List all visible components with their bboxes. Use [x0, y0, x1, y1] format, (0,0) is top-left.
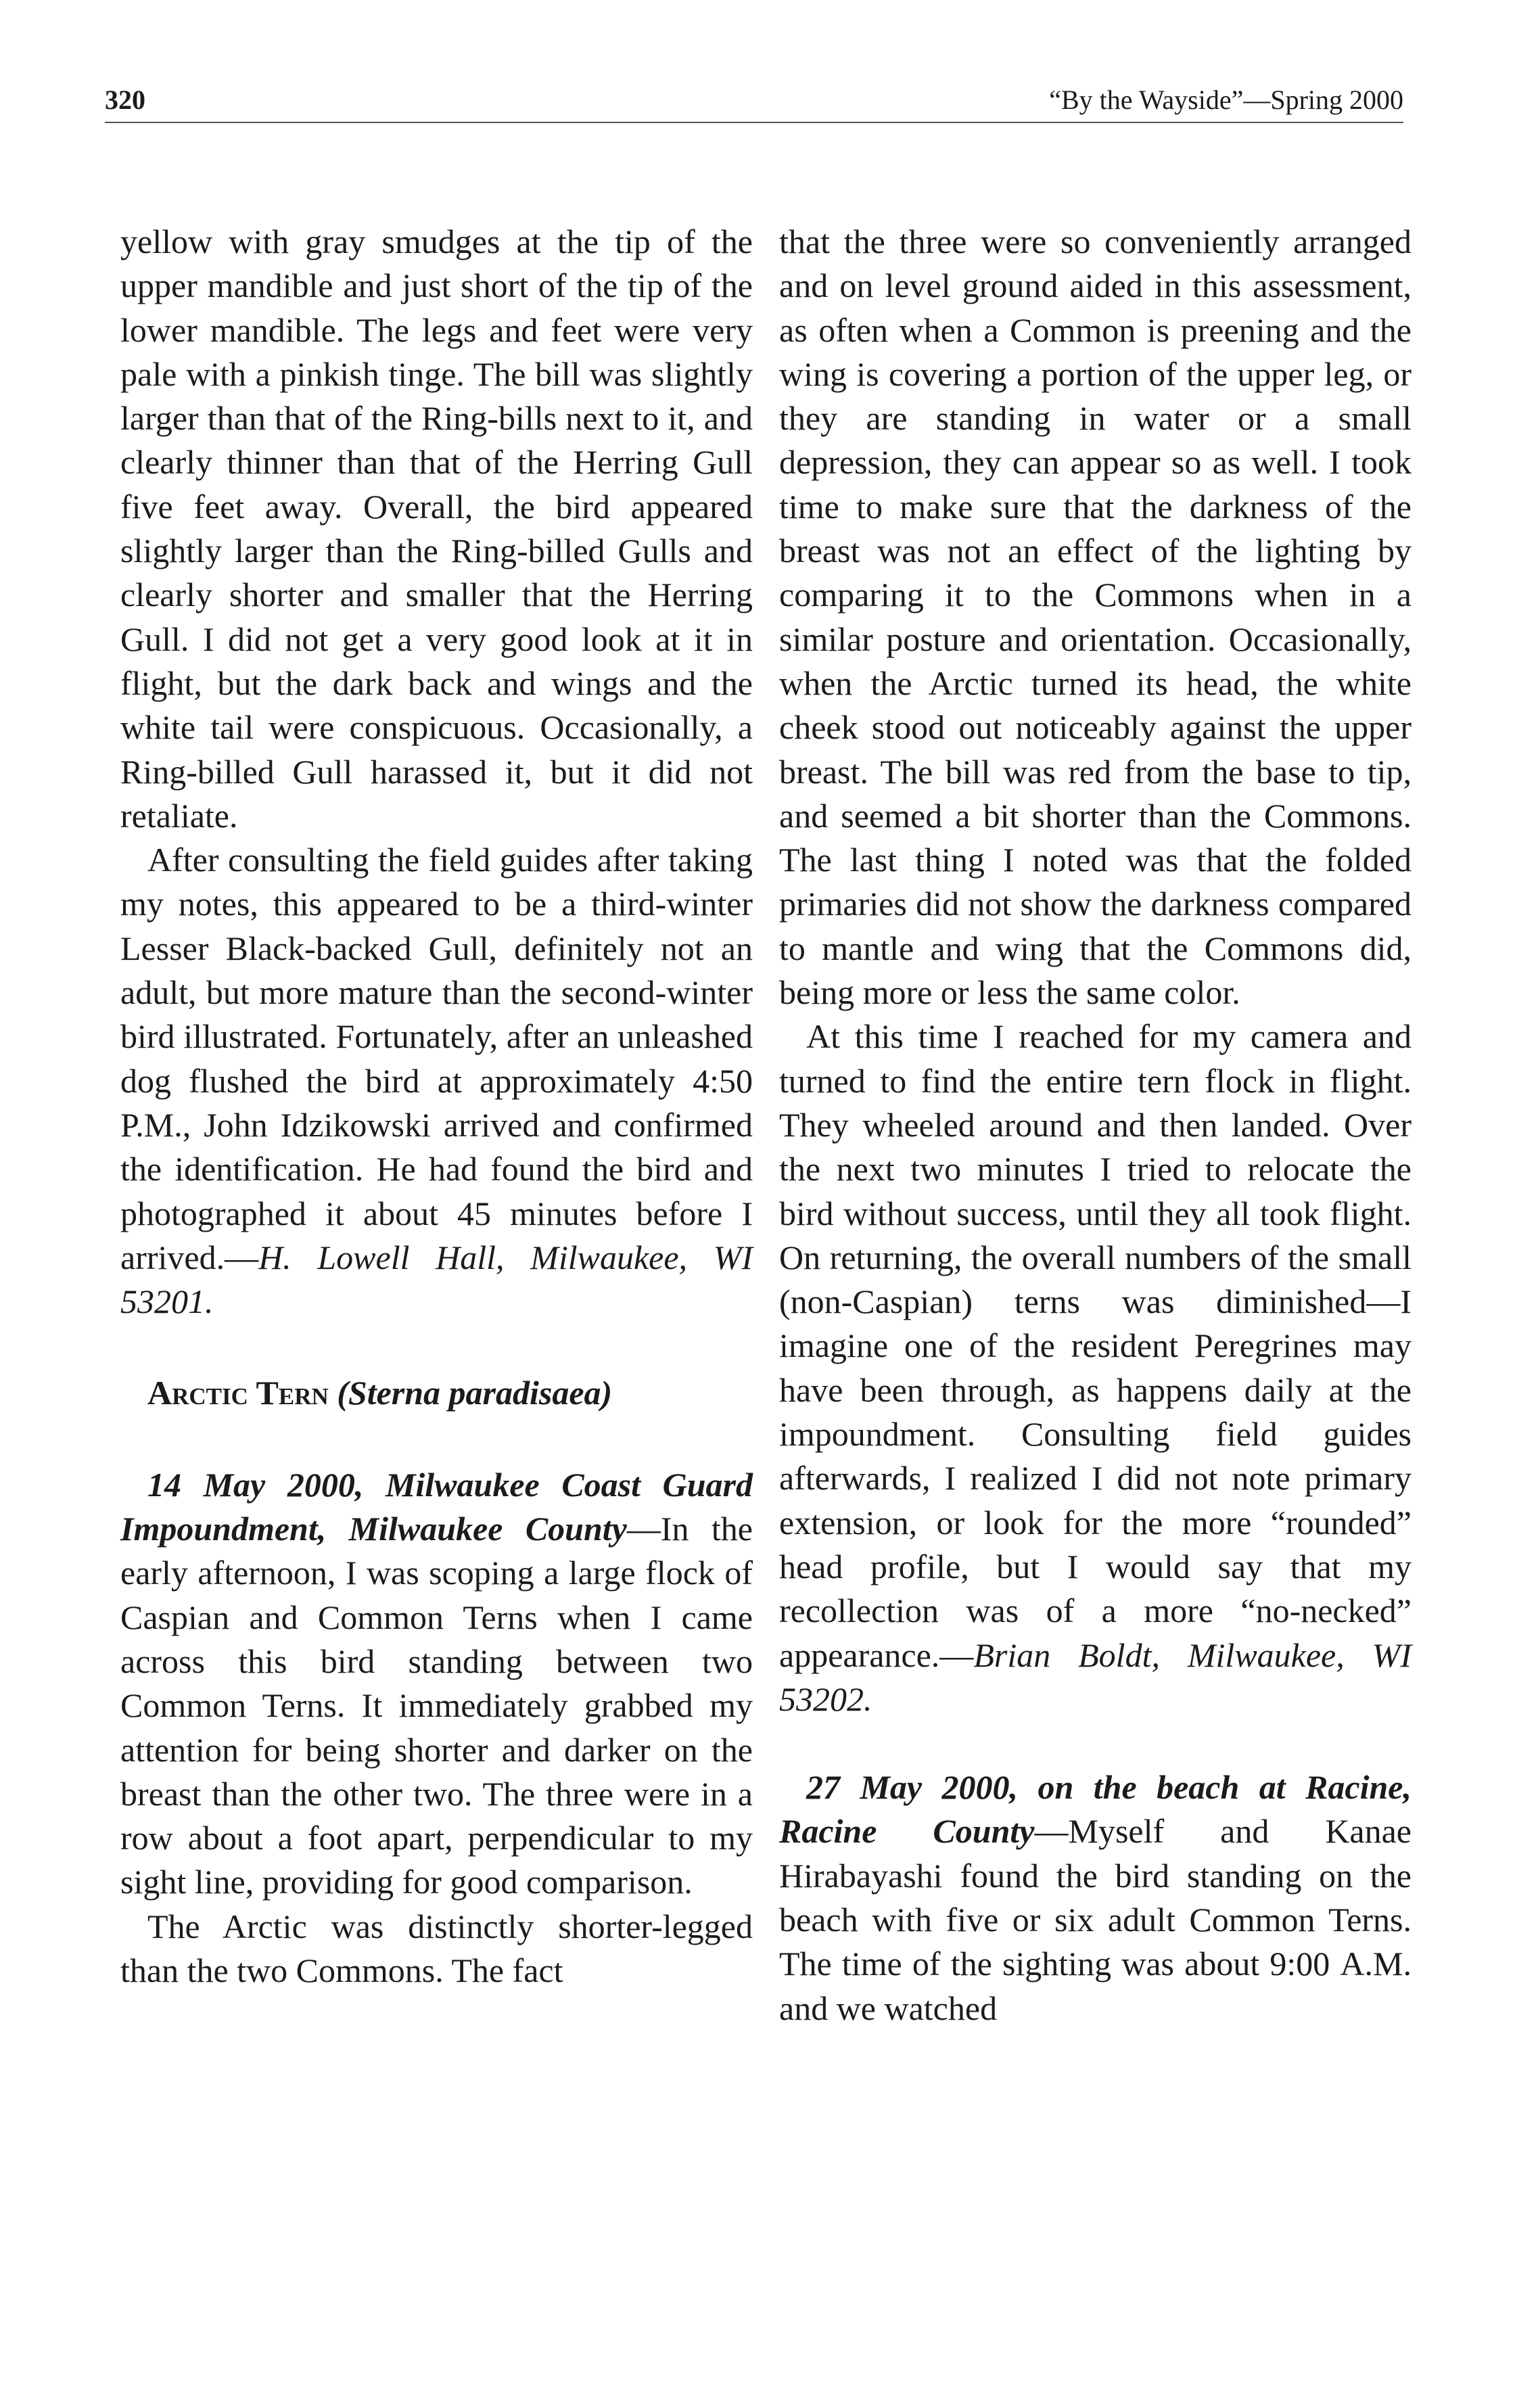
left-column: [120, 220, 753, 1993]
paragraph: [120, 838, 753, 1324]
paragraph-text: —Myself and Kanae Hirabayashi found the bird standing on the beach with five or six adult Common Terns. The time of the sighting was about 9:00: [779, 1812, 1412, 1983]
paragraph-text: , John Idzikowski arrived and confirmed the identification. He had found the bird and photographed it about 45 minutes before I arrived.—: [120, 1105, 753, 1276]
species-heading: [120, 1371, 753, 1415]
header-rule: [105, 122, 1403, 123]
paragraph: [779, 220, 1412, 1015]
time-suffix: P.M.: [120, 1105, 183, 1144]
observer-signature: H. Lowell Hall, Milwaukee, WI 53201.: [120, 1238, 753, 1321]
observer-signature: Brian Boldt, Milwaukee, WI 53202.: [779, 1636, 1412, 1718]
paragraph-text: At this time I reached for my camera and turned to find the entire tern flock in flight. They wheeled around and then landed. Over the next two minutes I tried to relocate the bird without success, until they all took flight. On returning, the overall numbers of the small (non-Caspian) terns was diminished—I imagine one of the resident Peregrines may have been through, as happens daily at the impoundment. Consulting field guides afterwards, I realized I did not note primary extension, or look for the more “rounded” head profile, but I would say that my recollection was of a more “no-necked” appearance.—: [779, 1017, 1412, 1674]
paragraph: [779, 1765, 1412, 2031]
paragraph-text: yellow with gray smudges at the tip of the upper mandible and just short of the tip of the lower mandible. The legs and feet were very pale with a pinkish tinge. The bill was slightly larger than that of the Ring-bills next to it, and clearly thinner than that of the Herring Gull five feet away. Overall, the bird appeared slightly larger than the Ring-billed Gulls and clearly shorter and smaller that the Herring Gull. I did not get a very good look at it in flight, but the dark back and wings and the white tail were conspicuous. Occasionally, a Ring-billed Gull harassed it, but it did not retaliate.: [120, 223, 753, 835]
species-common-name: Arctic Tern: [147, 1374, 329, 1412]
time-suffix: A.M.: [1340, 1945, 1412, 1983]
spacer: [120, 1324, 753, 1371]
paragraph: [120, 220, 753, 838]
paragraph-text: that the three were so conveniently arranged and on level ground aided in this assessment, as often when a Common is preening and the wing is covering a portion of the upper leg, or they are standing in water or a small depression, they can appear so as well. I took time to make sure that the darkness of the breast was not an effect of the lighting by comparing it to the Commons when in a similar posture and orientation. Occasionally, when the Arctic turned its head, the white cheek stood out noticeably against the upper breast. The bill was red from the base to tip, and seemed a bit shorter than the Commons. The last thing I noted was that the folded primaries did not show the darkness compared to mantle and wing that the Commons did, being more or less the same color.: [779, 223, 1412, 1012]
species-scientific-name: (Sterna paradisaea): [337, 1374, 613, 1412]
paragraph-text: The Arctic was distinctly shorter-legged than the two Commons. The fact: [120, 1907, 753, 1989]
paragraph-text: —In the early afternoon, I was scoping a large flock of Caspian and Common Terns when I came across this bird standing between two Common Terns. It immediately grabbed my attention for being shorter and darker on the breast than the other two. The three were in a row about a foot apart, perpendicular to my sight line, providing for good comparison.: [120, 1510, 753, 1901]
spacer: [120, 1416, 753, 1463]
running-head: “By the Wayside”—Spring 2000: [1049, 85, 1403, 115]
spacer: [779, 1721, 1412, 1765]
record-lead: 27 May 2000, on the beach at Racine, Racine County: [779, 1768, 1412, 1851]
right-column: [779, 220, 1412, 2031]
page-header: [105, 73, 1403, 127]
paragraph-text: and we watched: [779, 1989, 998, 2027]
page-number: 320: [105, 85, 145, 115]
paragraph: [120, 1905, 753, 1993]
paragraph: [779, 1015, 1412, 1721]
paragraph-text: After consulting the field guides after taking my notes, this appeared to be a third-winter Lesser Black-backed Gull, definitely not an adult, but more mature than the second-winter bird illustrated. Fortunately, after an unleashed dog flushed the bird at approximately 4:50: [120, 841, 753, 1100]
paragraph: [120, 1463, 753, 1905]
record-lead: 14 May 2000, Milwaukee Coast Guard Impoundment, Milwaukee County: [120, 1465, 753, 1548]
